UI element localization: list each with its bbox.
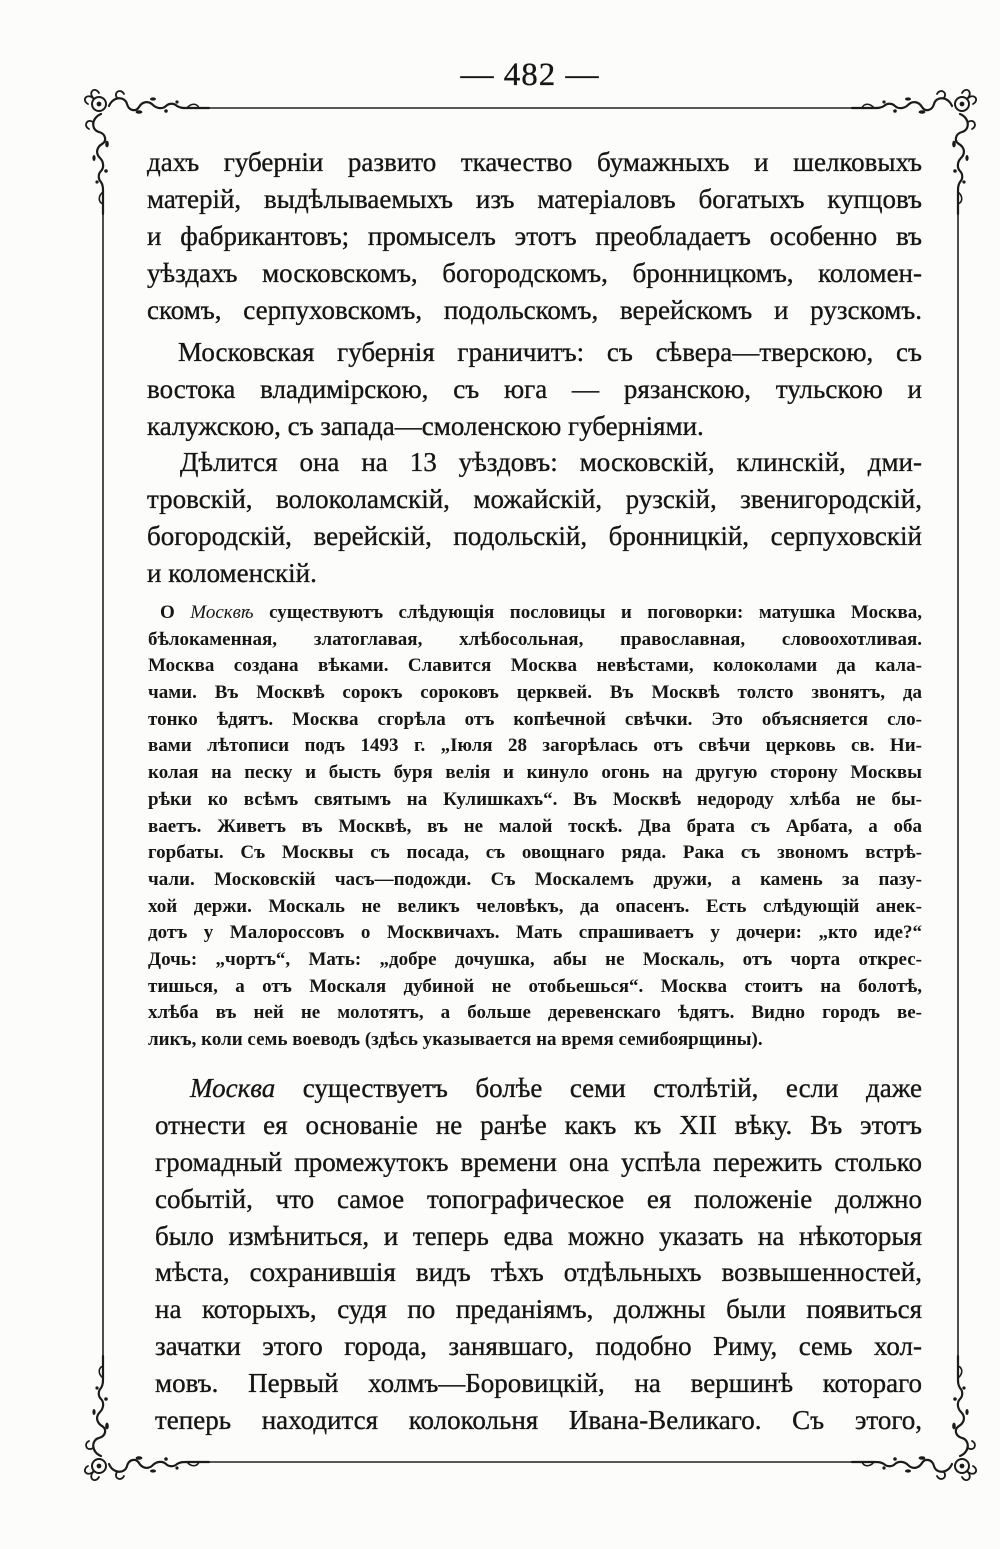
text-line: Дѣлится она на 13 уѣздовъ: московскій, клинскій, дми- bbox=[180, 447, 922, 477]
footnote bbox=[148, 600, 922, 1054]
paragraph bbox=[147, 334, 922, 445]
paragraph bbox=[147, 444, 922, 592]
line-text: существуетъ болѣе семи столѣтій, если даже bbox=[275, 1073, 922, 1103]
footnote-line: чали. Московскій часъ—подожди. Съ Москалемъ дружи, а камень за пазу- bbox=[148, 868, 922, 890]
text-line: богородскій, верейскій, подольскій, бронницкій, серпуховскій bbox=[147, 520, 922, 551]
footnote-line: хлѣба въ ней не молотятъ, а больше деревенскаго ѣдятъ. Видно городъ ве- bbox=[148, 1002, 922, 1024]
footnote-line: чами. Въ Москвѣ сорокъ сороковъ церквей. Въ Москвѣ толсто звонятъ, да bbox=[148, 682, 922, 704]
text-line: отнести ея основаніе не ранѣе какъ къ XII вѣку. Въ этотъ bbox=[155, 1109, 922, 1140]
footnote-line: ликъ, коли семь воеводъ (здѣсь указывается на время семибоярщины). bbox=[148, 1029, 763, 1050]
paragraph bbox=[155, 1070, 922, 1439]
text-line: Московская губернія граничитъ: съ сѣвера—тверскою, съ bbox=[178, 337, 922, 367]
footnote-line: Москва создана вѣками. Славится Москва невѣстами, колоколами да кала- bbox=[148, 655, 922, 677]
text-line: тровскій, волоколамскій, можайскій, рузскій, звенигородскій, bbox=[147, 483, 922, 514]
text-line: востока владимірскою, съ юга — рязанскою, тульскою и bbox=[147, 373, 922, 404]
footnote-line: тонко ѣдятъ. Москва сгорѣла отъ копѣечной свѣчки. Это объясняется сло- bbox=[148, 708, 922, 730]
footnote-line: горбаты. Съ Москвы съ посада, съ овощнаго ряда. Рака съ звономъ встрѣ- bbox=[148, 842, 922, 864]
text-line: теперь находится колокольня Ивана-Великаго. Съ этого, bbox=[155, 1405, 922, 1436]
text-line: было измѣниться, и теперь едва можно указать на нѣкоторыя bbox=[155, 1220, 922, 1251]
footnote-line: вами лѣтописи подъ 1493 г. „Іюля 28 загорѣлась отъ свѣчи церковь св. Ни- bbox=[148, 735, 922, 757]
text-line: и фабрикантовъ; промыселъ этотъ преобладаетъ особенно въ bbox=[147, 220, 922, 251]
paragraph bbox=[147, 144, 922, 328]
footnote-line: рѣки ко всѣмъ святымъ на Кулишкахъ“. Въ Москвѣ недороду хлѣба не бы- bbox=[148, 788, 922, 810]
text-line: уѣздахъ московскомъ, богородскомъ, бронницкомъ, коломен- bbox=[147, 257, 922, 288]
footnote-line: колая на песку и бысть буря велія и кинуло огонь на другую сторону Москвы bbox=[148, 762, 922, 784]
line-text: существуютъ слѣдующія пословицы и поговорки: матушка Москва, bbox=[253, 602, 922, 623]
text-line: зачатки этого города, занявшаго, подобно Риму, семь хол- bbox=[155, 1331, 922, 1362]
text-line bbox=[155, 1070, 922, 1107]
footnote-line: бѣлокаменная, златоглавая, хлѣбосольная, православная, словоохотливая. bbox=[148, 628, 922, 650]
text-line: калужскою, съ запада—смоленскою губерніями. bbox=[147, 410, 704, 441]
footnote-line: Дочь: „чортъ“, Мать: „добре дочушка, абы не Москаль, отъ чорта открес- bbox=[148, 948, 922, 970]
footnote-line: хой держи. Москаль не великъ человѣкъ, да опасенъ. Есть слѣдующій анек- bbox=[148, 895, 922, 917]
emphasized-word: Москвѣ bbox=[190, 602, 254, 623]
footnote-line: дотъ у Малороссовъ о Москвичахъ. Мать спрашиваетъ у дочери: „кто иде?“ bbox=[148, 922, 922, 944]
text-line: мовъ. Первый холмъ—Боровицкій, на вершинѣ котораго bbox=[155, 1368, 922, 1399]
text-line: событій, что самое топографическое ея положеніе должно bbox=[155, 1183, 922, 1214]
text-line: и коломенскій. bbox=[147, 557, 317, 588]
footnote-line: ваетъ. Живетъ въ Москвѣ, въ не малой тоскѣ. Два брата съ Арбата, а оба bbox=[148, 815, 922, 837]
text-line: на которыхъ, судя по преданіямъ, должны были появиться bbox=[155, 1294, 922, 1325]
line-text: О bbox=[160, 602, 191, 623]
footnote-line bbox=[148, 600, 922, 627]
text-line: громадный промежутокъ времени она успѣла пережить столько bbox=[155, 1146, 922, 1177]
text-line: дахъ губерніи развито ткачество бумажныхъ и шелковыхъ bbox=[147, 147, 922, 177]
footnote-line: тишься, а отъ Москаля дубиной не отобьешься“. Москва стоитъ на болотѣ, bbox=[148, 975, 922, 997]
text-line: матерій, выдѣлываемыхъ изъ матеріаловъ богатыхъ купцовъ bbox=[147, 183, 922, 214]
text-line: мѣста, сохранившія видъ тѣхъ отдѣльныхъ возвышенностей, bbox=[155, 1257, 922, 1288]
text-line: скомъ, серпуховскомъ, подольскомъ, верейскомъ и рузскомъ. bbox=[147, 294, 922, 325]
emphasized-word: Москва bbox=[190, 1073, 276, 1103]
page-number: — 482 — bbox=[460, 57, 600, 93]
